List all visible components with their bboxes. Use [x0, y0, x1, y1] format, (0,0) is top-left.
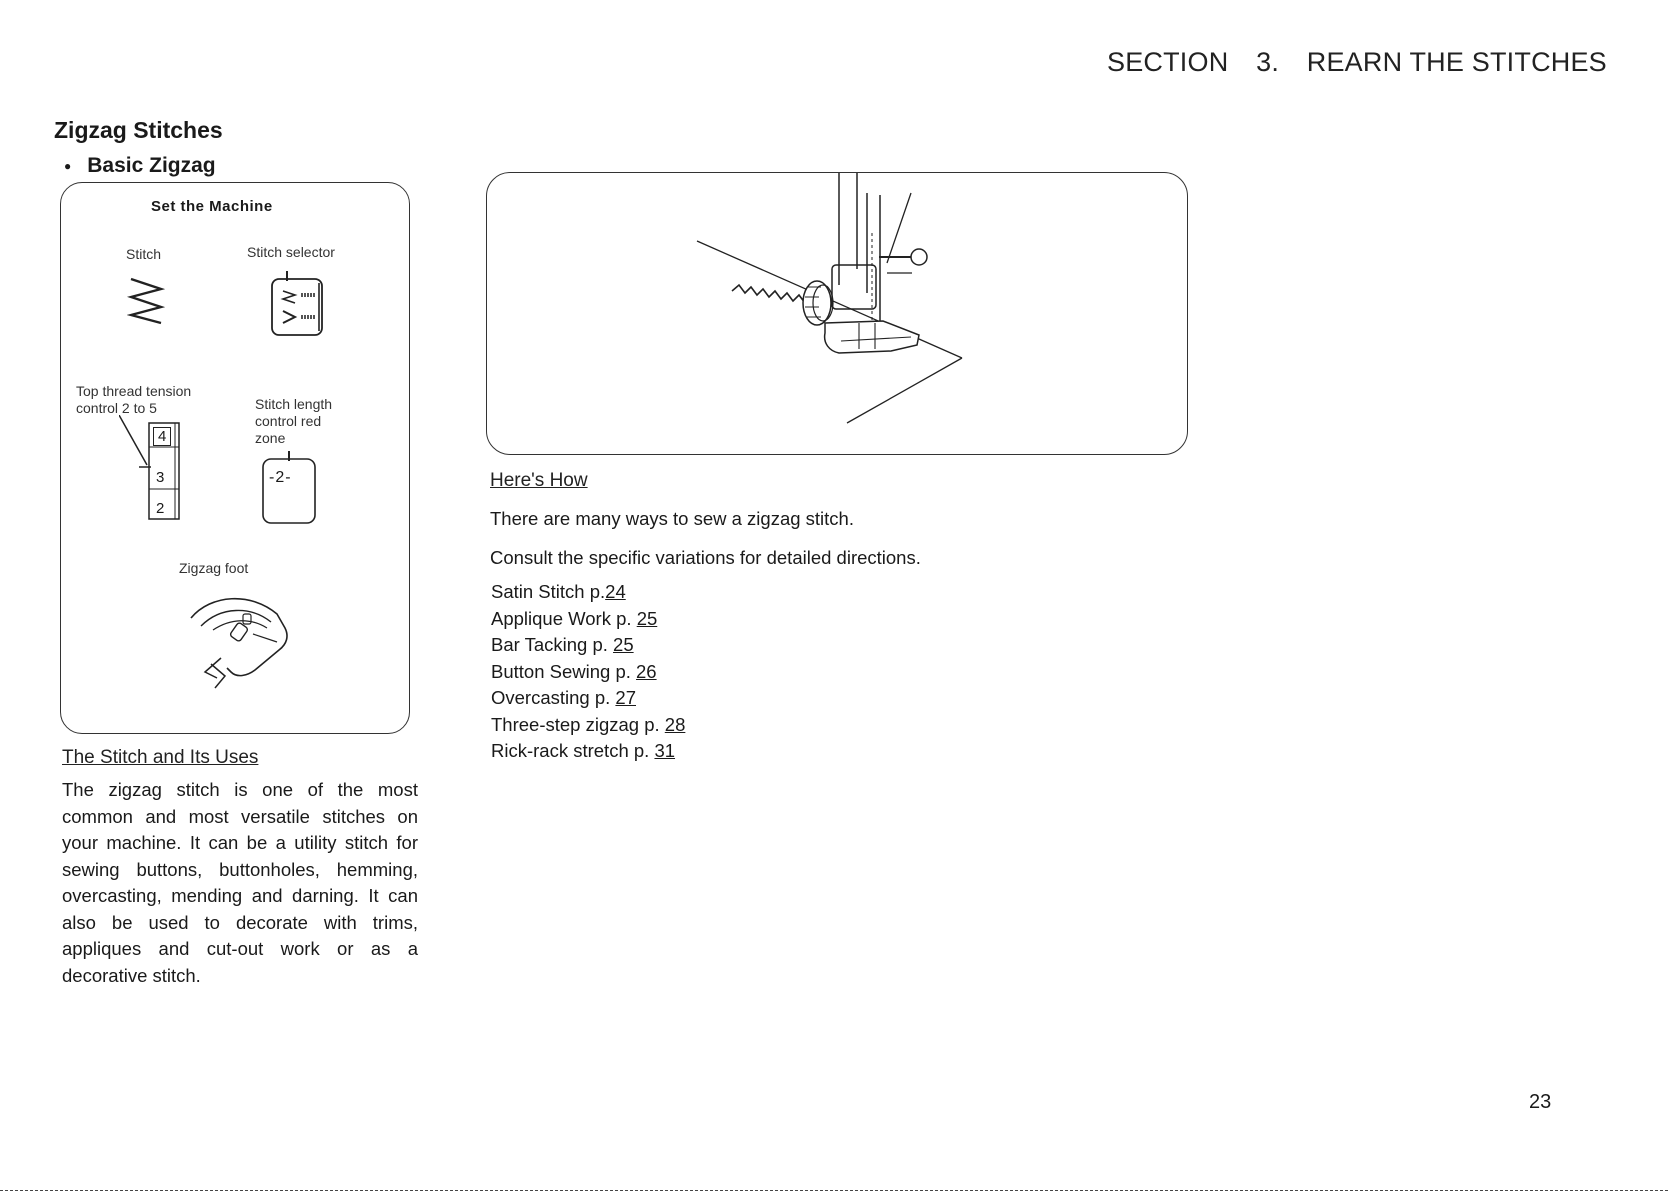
bottom-divider — [0, 1190, 1668, 1191]
page-link[interactable]: 31 — [654, 740, 676, 761]
stitch-selector-icon — [269, 271, 329, 339]
list-item[interactable]: Rick-rack stretch p. 31 — [491, 740, 676, 761]
section-number: 3. — [1256, 47, 1280, 77]
list-item[interactable]: Applique Work p. 25 — [491, 607, 658, 629]
page-link[interactable]: 27 — [615, 687, 636, 708]
stitch-label: Stitch — [126, 246, 162, 262]
list-item[interactable]: Overcasting p. 27 — [491, 687, 636, 708]
stitch-selector-label: Stitch selector — [247, 244, 335, 260]
page-reference-list — [491, 579, 685, 765]
page-link[interactable]: 24 — [605, 581, 626, 602]
illustration-panel — [486, 172, 1188, 455]
page-title: Zigzag Stitches — [54, 117, 223, 143]
stitch-length-value: -2- — [269, 469, 292, 486]
page-link[interactable]: 28 — [664, 713, 686, 735]
stitch-length-dial-icon — [261, 451, 321, 527]
section-label: SECTION — [1107, 47, 1229, 77]
section-header — [1107, 47, 1607, 78]
subheading — [64, 154, 216, 178]
how-line-2: Consult the specific variations for detailed directions. — [490, 546, 921, 568]
list-item[interactable]: Three-step zigzag p. 28 — [491, 713, 686, 735]
how-intro — [490, 506, 921, 583]
section-title: REARN THE STITCHES — [1306, 47, 1607, 77]
how-heading: Here's How — [490, 470, 588, 491]
page-link[interactable]: 25 — [613, 634, 634, 655]
tension-value-2: 2 — [156, 500, 165, 517]
page-number: 23 — [1529, 1091, 1552, 1113]
stitch-length-label: Stitch length control red zone — [255, 396, 333, 446]
panel-title: Set the Machine — [151, 198, 273, 215]
how-line-1: There are many ways to sew a zigzag stitch. — [490, 508, 854, 529]
tension-value-4: 4 — [153, 427, 171, 446]
page-link[interactable]: 26 — [636, 660, 657, 682]
uses-body: The zigzag stitch is one of the most common and most versatile stitches on your machine. It can be a utility stitch for sewing buttons, buttonholes, hemming, overcasting, mending and darning. It can also be used to decorate with trims, appliques and cut-out work or as a decorative stitch. — [62, 779, 418, 986]
list-item[interactable]: Button Sewing p. 26 — [491, 660, 657, 682]
bullet-icon: ● — [64, 159, 72, 174]
uses-heading: The Stitch and Its Uses — [62, 747, 259, 768]
zigzag-foot-icon — [181, 588, 301, 698]
list-item[interactable]: Satin Stitch p.24 — [491, 581, 626, 602]
zigzag-stitch-icon — [127, 275, 167, 325]
zigzag-foot-label: Zigzag foot — [179, 560, 249, 576]
page-link[interactable]: 25 — [636, 607, 658, 629]
presser-foot-illustration — [487, 173, 1189, 456]
list-item[interactable]: Bar Tacking p. 25 — [491, 634, 634, 655]
subheading-text: Basic Zigzag — [87, 154, 216, 177]
tension-label: Top thread tension control 2 to 5 — [76, 383, 192, 416]
tension-value-3: 3 — [156, 469, 165, 486]
set-machine-panel — [60, 182, 410, 734]
